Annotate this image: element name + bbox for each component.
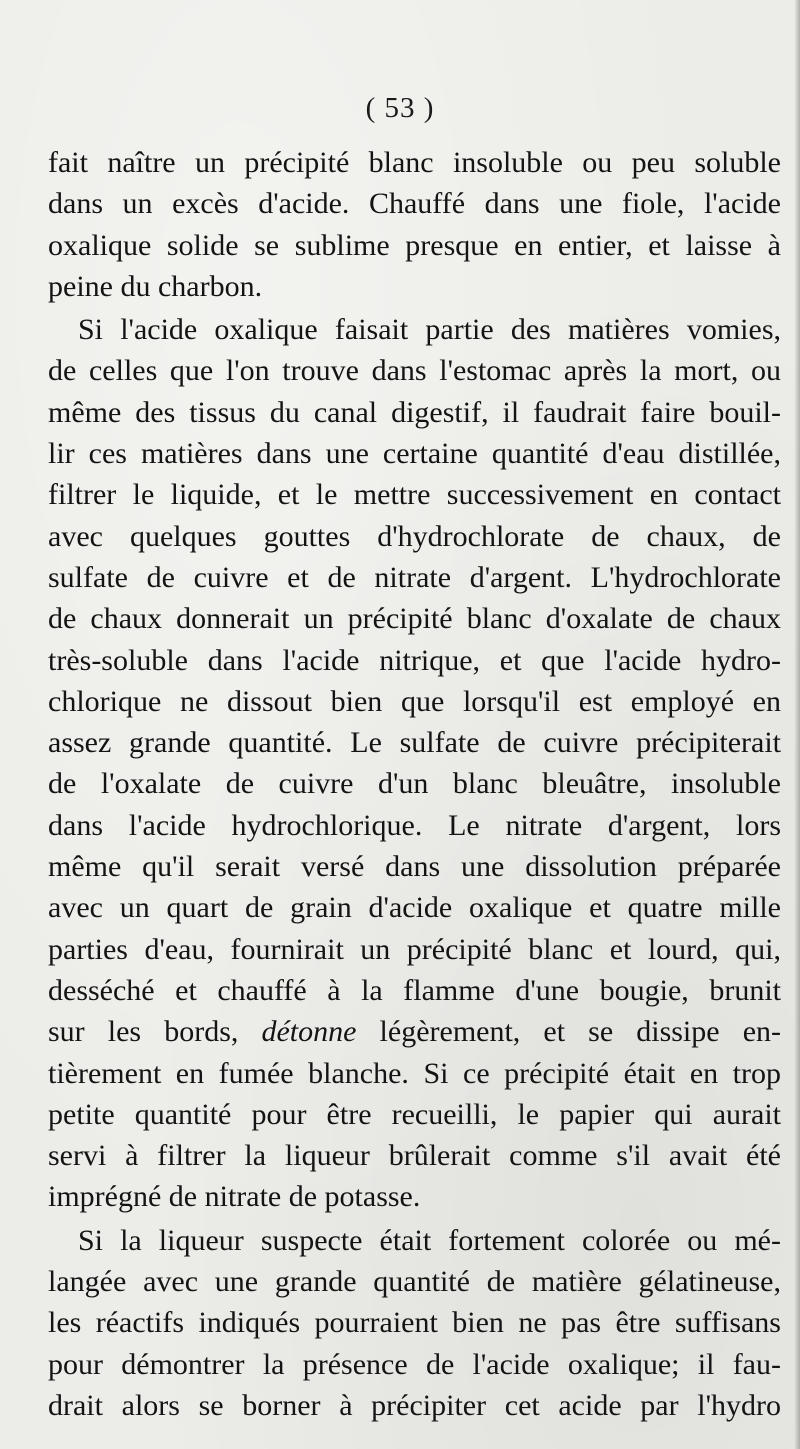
text-line: pour démontrer la présence de l'acide oxalique; il fau- xyxy=(48,1347,781,1381)
text-line: de celles que l'on trouve dans l'estomac après la mort, ou xyxy=(48,354,781,388)
text-line: Si l'acide oxalique faisait partie des matières vomies, xyxy=(78,313,781,347)
text-line: très-soluble dans l'acide nitrique, et que l'acide hydro- xyxy=(48,643,781,677)
text-line: oxalique solide se sublime presque en entier, et laisse à xyxy=(48,228,781,262)
text-line: drait alors se borner à précipiter cet acide par l'hydro xyxy=(48,1388,781,1422)
text-line: parties d'eau, fournirait un précipité blanc et lourd, qui, xyxy=(48,932,781,966)
text-line: de l'oxalate de cuivre d'un blanc bleuâtre, insoluble xyxy=(48,767,781,801)
paragraph-2 xyxy=(48,309,781,1218)
text-line: peine du charbon. xyxy=(48,269,263,303)
text-line: dans l'acide hydrochlorique. Le nitrate d'argent, lors xyxy=(48,808,781,842)
paragraph-3 xyxy=(48,1220,781,1426)
text-line: langée avec une grande quantité de matière gélatineuse, xyxy=(48,1265,781,1299)
page-number: ( 53 ) xyxy=(365,92,435,124)
text-segment: sur les bords, xyxy=(48,1015,262,1049)
text-line: les réactifs indiqués pourraient bien ne pas être suffisans xyxy=(48,1306,781,1340)
text-line: Si la liqueur suspecte était fortement colorée ou mé- xyxy=(78,1223,781,1257)
text-line: chlorique ne dissout bien que lorsqu'il est employé en xyxy=(48,684,781,718)
text-line: même qu'il serait versé dans une dissolution préparée xyxy=(48,850,781,884)
text-line: petite quantité pour être recueilli, le papier qui aurait xyxy=(48,1097,781,1131)
body-text xyxy=(48,142,781,1426)
text-line: dans un excès d'acide. Chauffé dans une fiole, l'acide xyxy=(48,187,781,221)
text-line: imprégné de nitrate de potasse. xyxy=(48,1180,421,1214)
italic-word: détonne xyxy=(261,1015,357,1049)
text-line: filtrer le liquide, et le mettre successivement en contact xyxy=(48,478,781,512)
text-line: avec quelques gouttes d'hydrochlorate de chaux, de xyxy=(48,519,781,553)
text-segment: légèrement, et se dissipe en- xyxy=(356,1015,781,1049)
text-line-with-italic xyxy=(48,1011,781,1052)
text-line: assez grande quantité. Le sulfate de cuivre précipiterait xyxy=(48,726,781,760)
text-line: lir ces matières dans une certaine quantité d'eau distillée, xyxy=(48,437,781,471)
page-edge-shadow xyxy=(794,0,800,1449)
text-line: fait naître un précipité blanc insoluble ou peu soluble xyxy=(48,146,781,179)
text-line: de chaux donnerait un précipité blanc d'oxalate de chaux xyxy=(48,602,781,636)
text-line: avec un quart de grain d'acide oxalique et quatre mille xyxy=(48,891,781,925)
text-line: sulfate de cuivre et de nitrate d'argent. L'hydrochlorate xyxy=(48,560,781,594)
text-line: tièrement en fumée blanche. Si ce précipité était en trop xyxy=(48,1056,781,1090)
paragraph-1 xyxy=(48,142,781,307)
text-line: même des tissus du canal digestif, il faudrait faire bouil- xyxy=(48,395,781,429)
text-line: desséché et chauffé à la flamme d'une bougie, brunit xyxy=(48,973,781,1007)
text-line: servi à filtrer la liqueur brûlerait comme s'il avait été xyxy=(48,1139,781,1173)
